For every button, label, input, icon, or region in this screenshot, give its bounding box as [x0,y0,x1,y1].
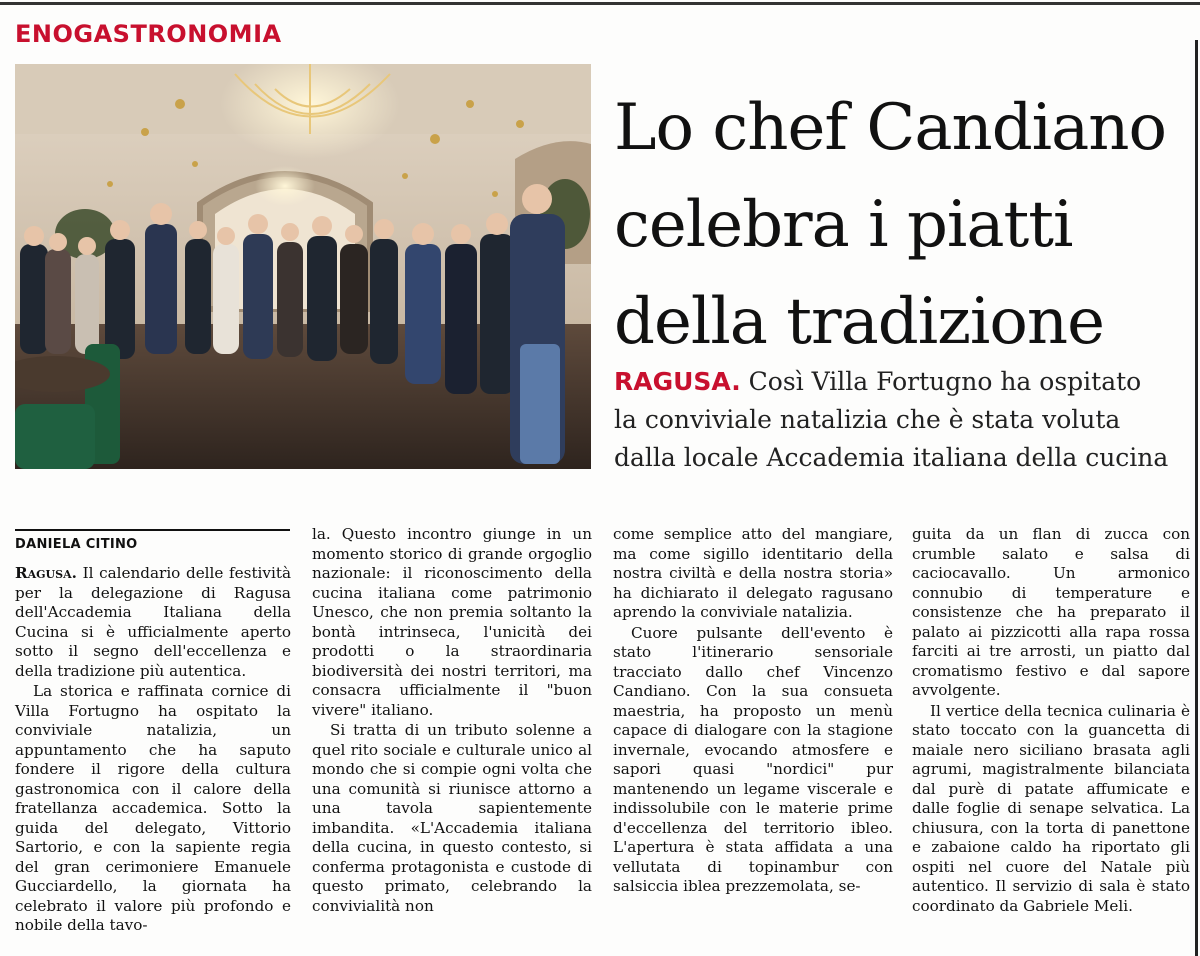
article-column-2 [312,525,592,916]
paragraph: la. Questo incontro giunge in un momento storico di grande orgoglio nazionale: il riconoscimento della cucina italiana come patrimonio Unesco, che non premia soltanto la bontà intrinseca, l'unicità dei prodotti o la straordinaria biodiversità dei nostri territori, ma consacra ufficialmente il "buon vivere" italiano. [312,525,592,719]
subhead-city: RAGUSA. [614,367,741,396]
paragraph: Cuore pulsante dell'evento è stato l'itinerario sensoriale tracciato dallo chef Vincenzo Candiano. Con la sua consueta maestria, ha proposto un menù capace di dialogare con la stagione invernale, evocando atmosfere e sapori quasi "nordici" pur mantenendo un legame viscerale e indissolubile con le materie prime d'eccellenza del territorio ibleo. L'apertura è stata affidata a una vellutata di topinambur con salsiccia iblea prezzemolata, se- [613,623,893,895]
paragraph: Il vertice della tecnica culinaria è stato toccato con la guancetta di maiale nero siciliano brasata agli agrumi, magistralmente bilanciata dal purè di patate affumicate e dalle foglie di senape selvatica. La chiusura, con la torta di panettone e zabaione caldo ha riportato gli ospiti nel cuore del Natale più autentico. Il servizio di sala è stato coordinato da Gabriele Meli. [912,701,1190,915]
subhead-line-1: Così Villa Fortugno ha ospitato [740,367,1142,396]
paragraph-text: Il calendario delle festività per la delegazione di Ragusa dell'Accademia Italiana della Cucina si è ufficialmente aperto sotto il segno dell'eccellenza e della tradizione più autentica. [15,564,291,680]
group-photo-illustration [15,64,591,469]
subhead-line-2: la conviviale natalizia che è stata voluta [614,405,1121,434]
paragraph: guita da un flan di zucca con crumble salato e salsa di caciocavallo. Un armonico connubio di temperature e consistenze che ha preparato il palato ai pizzicotti alla rapa rossa farciti ai tre arrosti, un piatto dal cromatismo festivo e dal sapore avvolgente. [912,525,1190,699]
subheadline [614,363,1199,477]
group-photo [15,64,591,469]
paragraph: Si tratta di un tributo solenne a quel rito sociale e culturale unico al mondo che si compie ogni volta che una comunità si riunisce attorno a una tavola sapientemente imbandita. «L'Accademia italiana della cucina, in questo contesto, si conferma protagonista e custode di questo primato, celebrando la convivialità non [312,721,592,915]
author-byline: DANIELA CITINO [15,537,138,552]
article-column-4 [912,525,1190,916]
headline-line-1: Lo chef Candiano [614,91,1167,165]
headline [614,80,1194,371]
headline-line-3: della tradizione [614,285,1104,359]
dateline: Ragusa. [15,564,77,582]
headline-line-2: celebra i piatti [614,188,1073,262]
subhead-line-3: dalla locale Accademia italiana della cucina [614,443,1169,472]
paragraph: La storica e raffinata cornice di Villa Fortugno ha ospitato la conviviale natalizia, un appuntamento che ha saputo fondere il rigore della cultura gastronomica con il calore della fratellanza accademica. Sotto la guida del delegato, Vittorio Sartorio, e con la sapiente regia del gran cerimoniere Emanuele Gucciardello, la giornata ha celebrato il valore più profondo e nobile della tavo- [15,682,291,934]
section-label: ENOGASTRONOMIA [15,20,282,48]
right-rule [1195,40,1198,956]
paragraph: come semplice atto del mangiare, ma come sigillo identitario della nostra civiltà e della nostra storia» ha dichiarato il delegato ragusano aprendo la conviviale natalizia. [613,525,893,621]
byline-rule [15,529,290,531]
article-column-3 [613,525,893,897]
article-column-1 [15,564,291,936]
top-rule [0,2,1200,5]
paragraph [15,564,291,681]
